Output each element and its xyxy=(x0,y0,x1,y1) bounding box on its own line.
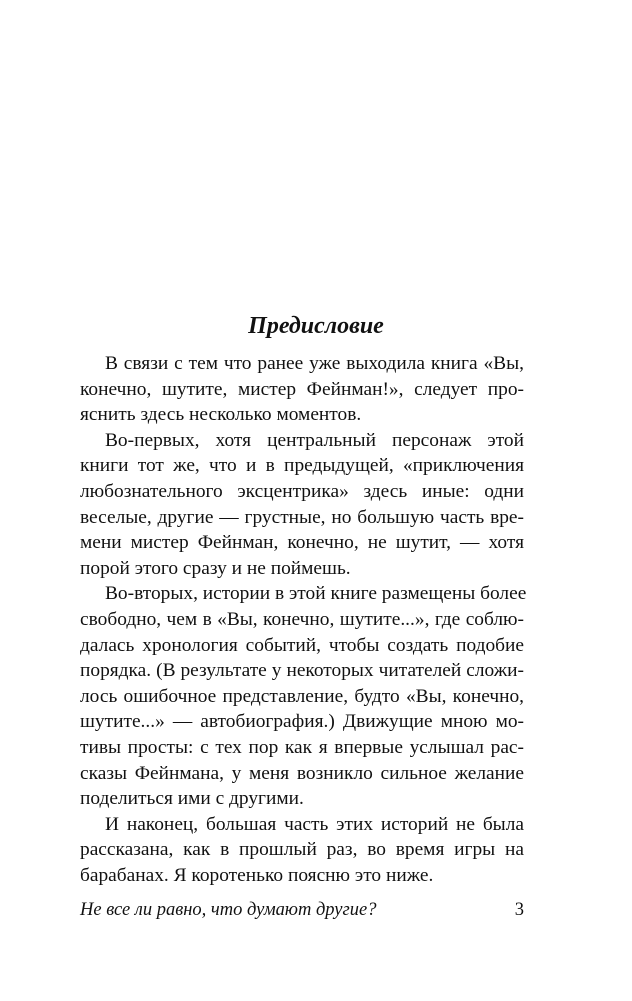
page-number: 3 xyxy=(514,900,524,920)
text-line: мени мистер Фейнман, конечно, не шутит, — хотя xyxy=(80,532,524,554)
paragraph-4 xyxy=(80,812,524,889)
text-line: яснить здесь несколько моментов. xyxy=(80,404,362,426)
text-line: книги тот же, что и в предыдущей, «приключения xyxy=(80,455,524,477)
text-line: И наконец, большая часть этих историй не была xyxy=(105,813,524,835)
text-line: лось ошибочное представление, будто «Вы, конечно, xyxy=(80,685,524,707)
text-line: поделиться ими с другими. xyxy=(80,788,304,810)
body-text xyxy=(80,351,527,888)
paragraph-1 xyxy=(80,351,524,428)
text-line: рассказана, как в прошлый раз, во время игры на xyxy=(80,839,524,861)
running-footer-title: Не все ли равно, что думают другие? xyxy=(80,900,377,920)
paragraph-3 xyxy=(80,581,527,811)
chapter-heading: Предисловие xyxy=(248,313,384,339)
text-line: порой этого сразу и не поймешь. xyxy=(80,557,351,579)
paragraph-2 xyxy=(80,428,524,582)
text-line: барабанах. Я коротенько поясню это ниже. xyxy=(80,864,434,886)
text-line: сказы Фейнмана, у меня возникло сильное желание xyxy=(80,762,524,784)
text-line: В связи с тем что ранее уже выходила книга «Вы, xyxy=(105,353,524,374)
text-line: любознательного эксцентрика» здесь иные: одни xyxy=(80,480,524,502)
text-line: свободно, чем в «Вы, конечно, шутите...», где соблю- xyxy=(80,608,524,630)
text-line: тивы просты: с тех пор как я впервые услышал рас- xyxy=(80,736,524,758)
text-line: Во-вторых, истории в этой книге размещены более xyxy=(105,583,527,605)
text-line: далась хронология событий, чтобы создать подобие xyxy=(80,634,524,656)
text-line: шутите...» — автобиография.) Движущие мною мо- xyxy=(80,711,524,733)
text-line: Во-первых, хотя центральный персонаж этой xyxy=(105,429,524,451)
text-line: веселые, другие — грустные, но большую часть вре- xyxy=(80,506,524,528)
text-line: порядка. (В результате у некоторых читателей сложи- xyxy=(80,660,524,682)
text-line: конечно, шутите, мистер Фейнман!», следует про- xyxy=(80,378,524,400)
